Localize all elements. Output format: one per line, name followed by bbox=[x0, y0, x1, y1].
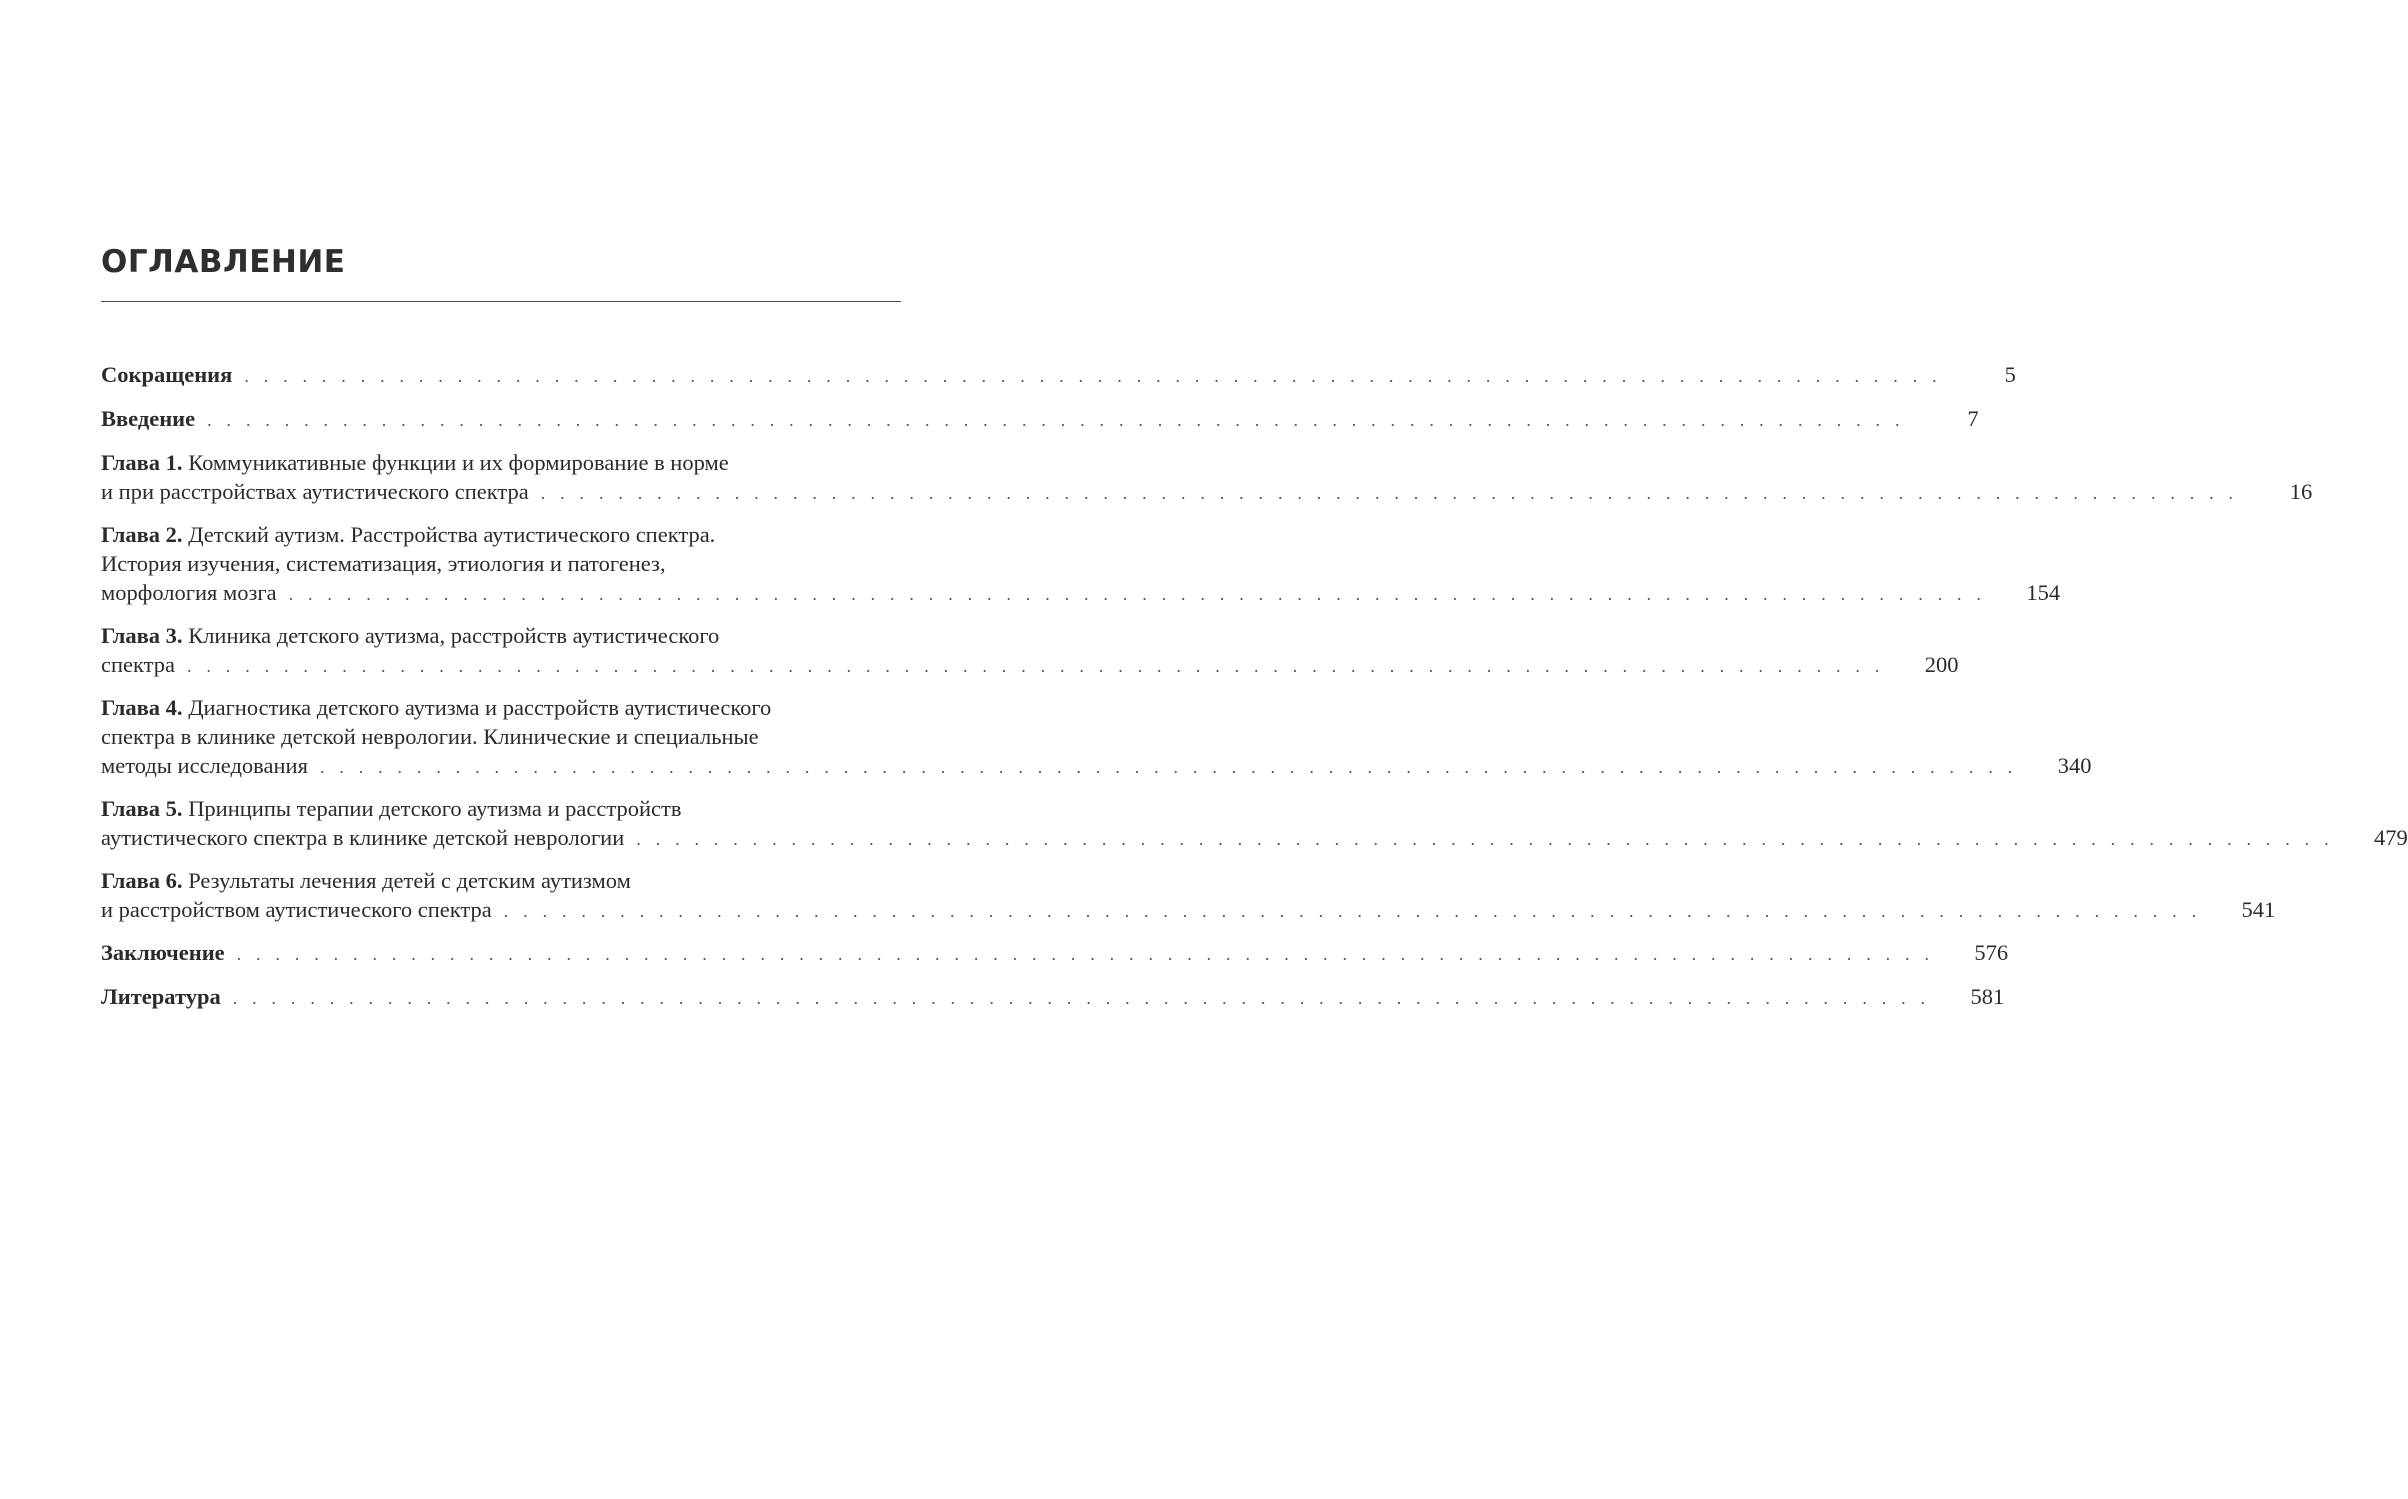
toc-chapter-label: Глава 5. bbox=[101, 796, 183, 821]
toc-chapter-label: Глава 3. bbox=[101, 623, 183, 648]
toc-entry-references[interactable] bbox=[101, 982, 2005, 1013]
toc-entry-chapter-1[interactable] bbox=[101, 448, 2313, 508]
table-of-contents bbox=[101, 360, 2408, 1026]
toc-page-number: 5 bbox=[2004, 362, 2016, 387]
toc-chapter-label: Глава 6. bbox=[101, 868, 183, 893]
dot-leader: . . . . . . . . . . . . . . . . . . . . . . . . . . . . . . . . . . . . . . . . . . . . . . . . . . . . . . . . . . . . . . . . . . . . . . . . . . . . . . . . . . . . . . . . bbox=[187, 656, 1885, 676]
toc-entry-text: спектра в клинике детской неврологии. Клинические и специальные bbox=[101, 724, 759, 749]
dot-leader: . . . . . . . . . . . . . . . . . . . . . . . . . . . . . . . . . . . . . . . . . . . . . . . . . . . . . . . . . . . . . . . . . . . . . . . . . . . . . . . . . . . . . . . . bbox=[232, 988, 1931, 1008]
dot-leader: . . . . . . . . . . . . . . . . . . . . . . . . . . . . . . . . . . . . . . . . . . . . . . . . . . . . . . . . . . . . . . . . . . . . . . . . . . . . . . . . . . . . . . . . bbox=[540, 483, 2239, 503]
toc-entry-text: и расстройством аутистического спектра bbox=[101, 897, 492, 922]
toc-entry-text: Детский аутизм. Расстройства аутистического спектра. bbox=[188, 522, 716, 547]
toc-entry-text: Диагностика детского аутизма и расстройств аутистического bbox=[188, 695, 772, 720]
toc-page-number: 200 bbox=[1924, 652, 1959, 677]
toc-entry-text: спектра bbox=[101, 652, 175, 677]
toc-entry-chapter-4[interactable] bbox=[101, 693, 2092, 782]
toc-entry-text: морфология мозга bbox=[101, 580, 277, 605]
toc-entry-text: аутистического спектра в клинике детской неврологии bbox=[101, 825, 625, 850]
toc-page-number: 7 bbox=[1967, 406, 1979, 431]
toc-page-number: 16 bbox=[2289, 479, 2313, 504]
toc-entry-chapter-3[interactable] bbox=[101, 621, 1959, 681]
page-title: ОГЛАВЛЕНИЕ bbox=[101, 244, 346, 280]
dot-leader: . . . . . . . . . . . . . . . . . . . . . . . . . . . . . . . . . . . . . . . . . . . . . . . . . . . . . . . . . . . . . . . . . . . . . . . . . . . . . . . . . . . . . . . . bbox=[636, 829, 2334, 849]
toc-entry-text: Результаты лечения детей с детским аутизмом bbox=[188, 868, 631, 893]
dot-leader: . . . . . . . . . . . . . . . . . . . . . . . . . . . . . . . . . . . . . . . . . . . . . . . . . . . . . . . . . . . . . . . . . . . . . . . . . . . . . . . . . . . . . . . . bbox=[236, 944, 1935, 964]
toc-page-number: 581 bbox=[1970, 984, 2005, 1009]
toc-entry-conclusion[interactable] bbox=[101, 938, 2009, 969]
toc-entry-introduction[interactable] bbox=[101, 404, 1979, 435]
dot-leader: . . . . . . . . . . . . . . . . . . . . . . . . . . . . . . . . . . . . . . . . . . . . . . . . . . . . . . . . . . . . . . . . . . . . . . . . . . . . . . . . . . . . . . . . bbox=[503, 901, 2202, 921]
dot-leader: . . . . . . . . . . . . . . . . . . . . . . . . . . . . . . . . . . . . . . . . . . . . . . . . . . . . . . . . . . . . . . . . . . . . . . . . . . . . . . . . . . . . . . . . bbox=[244, 366, 1942, 386]
toc-entry-label: Введение bbox=[101, 406, 196, 431]
toc-entry-text: Коммуникативные функции и их формирование в норме bbox=[188, 450, 729, 475]
toc-entry-text: и при расстройствах аутистического спектра bbox=[101, 479, 529, 504]
dot-leader: . . . . . . . . . . . . . . . . . . . . . . . . . . . . . . . . . . . . . . . . . . . . . . . . . . . . . . . . . . . . . . . . . . . . . . . . . . . . . . . . . . . . . . . . bbox=[207, 410, 1905, 430]
toc-entry-text: методы исследования bbox=[101, 753, 308, 778]
dot-leader: . . . . . . . . . . . . . . . . . . . . . . . . . . . . . . . . . . . . . . . . . . . . . . . . . . . . . . . . . . . . . . . . . . . . . . . . . . . . . . . . . . . . . . . . bbox=[288, 584, 1987, 604]
toc-entry-chapter-6[interactable] bbox=[101, 866, 2276, 926]
toc-page-number: 154 bbox=[2026, 580, 2061, 605]
toc-chapter-label: Глава 2. bbox=[101, 522, 183, 547]
toc-page-number: 479 bbox=[2374, 825, 2408, 850]
toc-chapter-label: Глава 1. bbox=[101, 450, 183, 475]
toc-entry-text: Принципы терапии детского аутизма и расстройств bbox=[188, 796, 682, 821]
heading-divider bbox=[101, 301, 901, 302]
dot-leader: . . . . . . . . . . . . . . . . . . . . . . . . . . . . . . . . . . . . . . . . . . . . . . . . . . . . . . . . . . . . . . . . . . . . . . . . . . . . . . . . . . . . . . . . bbox=[319, 757, 2018, 777]
toc-entry-chapter-5[interactable] bbox=[101, 794, 2408, 854]
toc-entry-label: Литература bbox=[101, 984, 221, 1009]
toc-entry-abbreviations[interactable] bbox=[101, 360, 2016, 391]
toc-entry-chapter-2[interactable] bbox=[101, 520, 2061, 609]
toc-page-number: 541 bbox=[2241, 897, 2276, 922]
toc-entry-text: Клиника детского аутизма, расстройств аутистического bbox=[188, 623, 720, 648]
toc-page-number: 576 bbox=[1974, 940, 2009, 965]
toc-chapter-label: Глава 4. bbox=[101, 695, 183, 720]
toc-entry-text: История изучения, систематизация, этиология и патогенез, bbox=[101, 551, 666, 576]
toc-entry-label: Сокращения bbox=[101, 362, 233, 387]
toc-page-number: 340 bbox=[2057, 753, 2092, 778]
toc-entry-label: Заключение bbox=[101, 940, 225, 965]
